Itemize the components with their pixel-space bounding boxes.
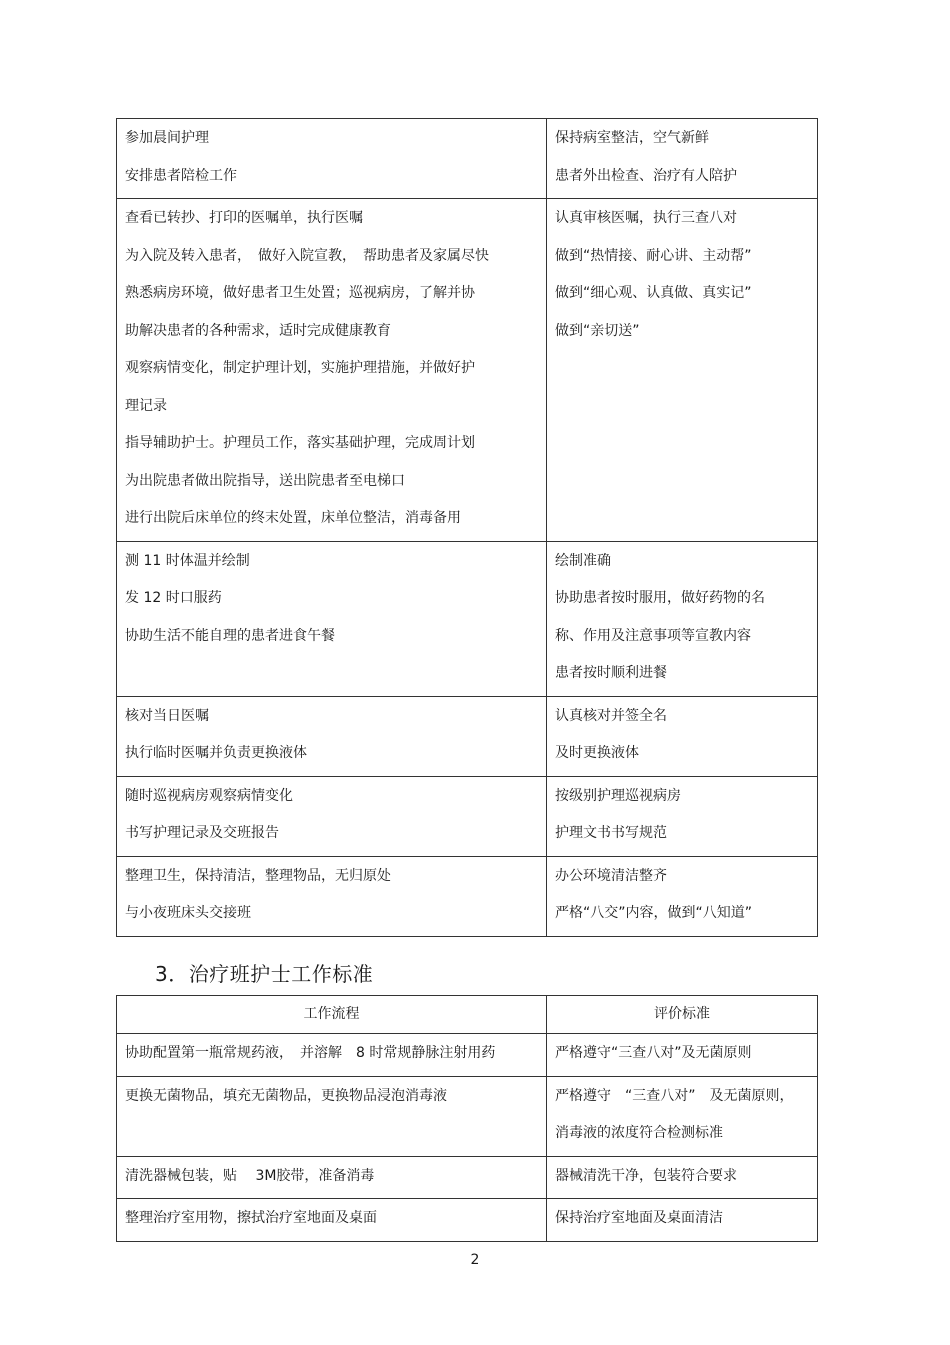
table-row <box>117 696 818 776</box>
criteria-cell <box>547 119 818 199</box>
table-row <box>117 119 818 199</box>
cell-line: 做到“亲切送” <box>555 322 640 339</box>
cell-line: 称、作用及注意事项等宣教内容 <box>555 627 751 644</box>
page-number: 2 <box>470 1252 480 1268</box>
criteria-cell <box>547 1076 818 1156</box>
cell-line: 消毒液的浓度符合检测标准 <box>555 1125 723 1141</box>
cell-line: 协助配置第一瓶常规药液， 并溶解 8 时常规静脉注射用药 <box>125 1045 496 1061</box>
criteria-cell <box>547 1034 818 1077</box>
table-row <box>117 541 818 696</box>
workflow-cell <box>117 1076 547 1156</box>
cell-line: 更换无菌物品，填充无菌物品，更换物品浸泡消毒液 <box>125 1087 447 1104</box>
table-row <box>117 1156 818 1199</box>
cell-line: 参加晨间护理 <box>125 130 209 146</box>
table-row <box>117 776 818 856</box>
cell-line: 按级别护理巡视病房 <box>555 787 681 804</box>
cell-line: 书写护理记录及交班报告 <box>125 825 279 841</box>
cell-line: 患者外出检查、治疗有人陪护 <box>555 167 737 184</box>
criteria-cell <box>547 776 818 856</box>
work-standards-table <box>116 118 818 937</box>
cell-line: 为出院患者做出院指导，送出院患者至电梯口 <box>125 472 405 489</box>
cell-line: 助解决患者的各种需求，适时完成健康教育 <box>125 322 391 339</box>
criteria-cell <box>547 856 818 936</box>
cell-line: 进行出院后床单位的终末处置，床单位整洁，消毒备用 <box>125 510 461 526</box>
cell-line: 器械清洗干净，包装符合要求 <box>555 1167 737 1184</box>
cell-line: 做到“热情接、耐心讲、主动帮” <box>555 247 752 264</box>
cell-line: 严格“八交”内容，做到“八知道” <box>555 905 753 921</box>
cell-line: 随时巡视病房观察病情变化 <box>125 787 293 804</box>
cell-line: 发 12 时口服药 <box>125 590 222 606</box>
cell-line: 熟悉病房环境，做好患者卫生处置；巡视病房，了解并协 <box>125 285 475 301</box>
cell-line: 及时更换液体 <box>555 745 639 761</box>
cell-line: 认真审核医嘱，执行三查八对 <box>555 210 737 226</box>
table-row <box>117 199 818 542</box>
workflow-cell <box>117 856 547 936</box>
criteria-cell <box>547 1199 818 1242</box>
workflow-cell <box>117 1199 547 1242</box>
cell-line: 理记录 <box>125 397 167 414</box>
table-header-row <box>117 996 818 1034</box>
cell-line: 清洗器械包装，贴 3M胶带，准备消毒 <box>125 1167 375 1184</box>
workflow-cell <box>117 1034 547 1077</box>
workflow-cell <box>117 541 547 696</box>
header-criteria: 评价标准 <box>547 996 818 1034</box>
cell-line: 协助生活不能自理的患者进食午餐 <box>125 627 335 644</box>
table-row <box>117 856 818 936</box>
cell-line: 整理卫生，保持清洁，整理物品，无归原处 <box>125 867 391 884</box>
criteria-cell <box>547 199 818 542</box>
treatment-nurse-standards-table <box>116 995 818 1242</box>
cell-line: 整理治疗室用物，擦拭治疗室地面及桌面 <box>125 1210 377 1226</box>
cell-line: 安排患者陪检工作 <box>125 167 237 184</box>
workflow-cell <box>117 1156 547 1199</box>
workflow-cell <box>117 119 547 199</box>
cell-line: 绘制准确 <box>555 552 611 569</box>
cell-line: 做到“细心观、认真做、真实记” <box>555 285 752 301</box>
cell-line: 协助患者按时服用，做好药物的名 <box>555 590 765 606</box>
cell-line: 护理文书书写规范 <box>555 825 667 841</box>
cell-line: 严格遵守“三查八对”及无菌原则 <box>555 1045 752 1061</box>
cell-line: 保持治疗室地面及桌面清洁 <box>555 1210 723 1226</box>
cell-line: 与小夜班床头交接班 <box>125 905 251 921</box>
workflow-cell <box>117 776 547 856</box>
header-workflow: 工作流程 <box>117 996 547 1034</box>
criteria-cell <box>547 696 818 776</box>
cell-line: 严格遵守 “三查八对” 及无菌原则， <box>555 1087 794 1104</box>
table-row <box>117 1199 818 1242</box>
cell-line: 查看已转抄、打印的医嘱单，执行医嘱 <box>125 210 363 226</box>
cell-line: 认真核对并签全名 <box>555 707 667 724</box>
cell-line: 办公环境清洁整齐 <box>555 867 667 884</box>
table-row <box>117 1076 818 1156</box>
cell-line: 为入院及转入患者， 做好入院宣教， 帮助患者及家属尽快 <box>125 247 489 264</box>
cell-line: 核对当日医嘱 <box>125 707 209 724</box>
cell-line: 执行临时医嘱并负责更换液体 <box>125 745 307 761</box>
table-row <box>117 1034 818 1077</box>
criteria-cell <box>547 541 818 696</box>
cell-line: 保持病室整洁，空气新鲜 <box>555 130 709 146</box>
cell-line: 测 11 时体温并绘制 <box>125 552 250 569</box>
cell-line: 指导辅助护士。护理员工作，落实基础护理，完成周计划 <box>125 435 475 451</box>
cell-line: 患者按时顺利进餐 <box>555 665 667 681</box>
workflow-cell <box>117 696 547 776</box>
criteria-cell <box>547 1156 818 1199</box>
cell-line: 观察病情变化，制定护理计划，实施护理措施，并做好护 <box>125 360 475 376</box>
workflow-cell <box>117 199 547 542</box>
section-title: 3．治疗班护士工作标准 <box>155 962 374 986</box>
